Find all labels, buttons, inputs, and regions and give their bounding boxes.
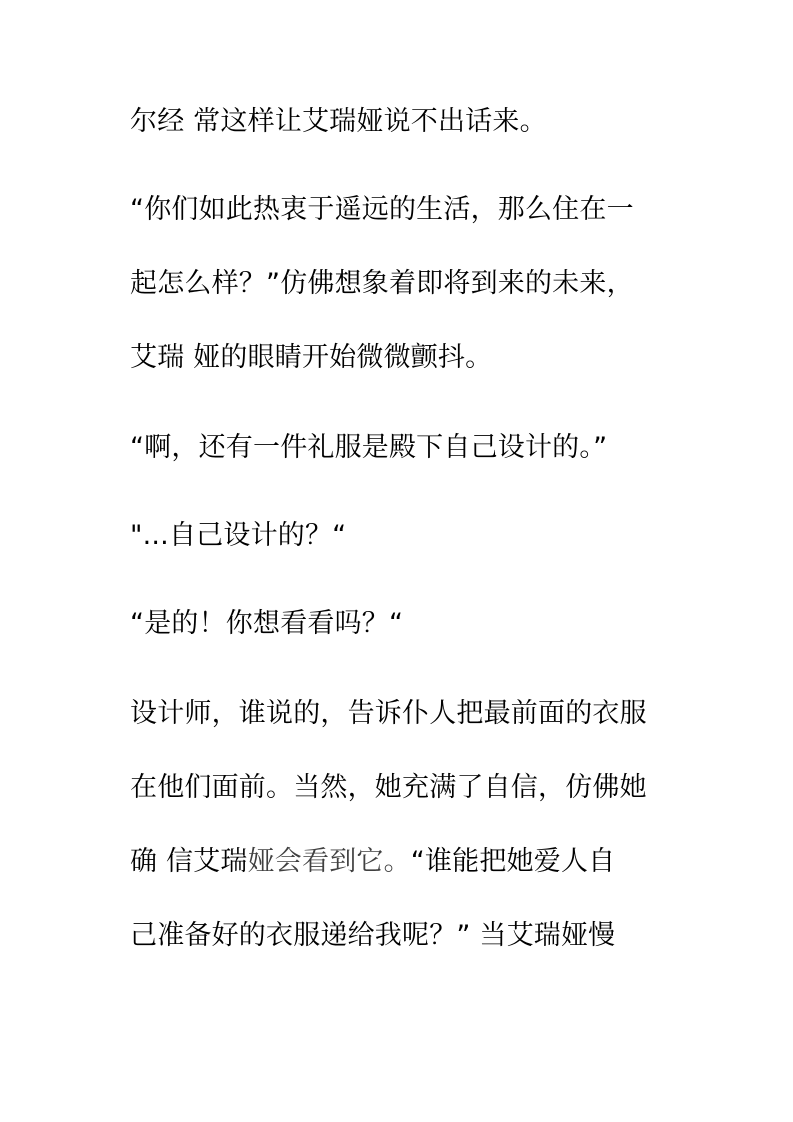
text-line-1: 尔经 常这样让艾瑞娅说不出话来。	[130, 106, 547, 137]
text-line-9: 在他们面前。当然，她充满了自信，仿佛她	[130, 772, 647, 803]
text-line-11: 己准备好的衣服递给我呢？” 当艾瑞娅慢	[130, 920, 616, 951]
text-line-7: “是的！你想看看吗？“	[130, 608, 404, 639]
text-line-4: 艾瑞 娅的眼睛开始微微颤抖。	[130, 342, 493, 373]
text-line-6: "...自己设计的？“	[130, 520, 347, 551]
text-line-3: 起怎么样？”仿佛想象着即将到来的未来，	[130, 268, 634, 299]
text-line-10-part-3: “谁能把她爱人自	[410, 846, 616, 877]
text-line-2: “你们如此热衷于遥远的生活，那么住在一	[130, 194, 634, 225]
text-line-8: 设计师，谁说的，告诉仆人把最前面的衣服	[130, 698, 647, 729]
text-line-10	[130, 842, 690, 882]
text-line-5: “啊，还有一件礼服是殿下自己设计的。”	[130, 432, 608, 463]
text-line-10-part-1: 确 信艾瑞	[130, 846, 248, 877]
text-line-10-part-2: 娅会看到它。	[247, 846, 411, 877]
